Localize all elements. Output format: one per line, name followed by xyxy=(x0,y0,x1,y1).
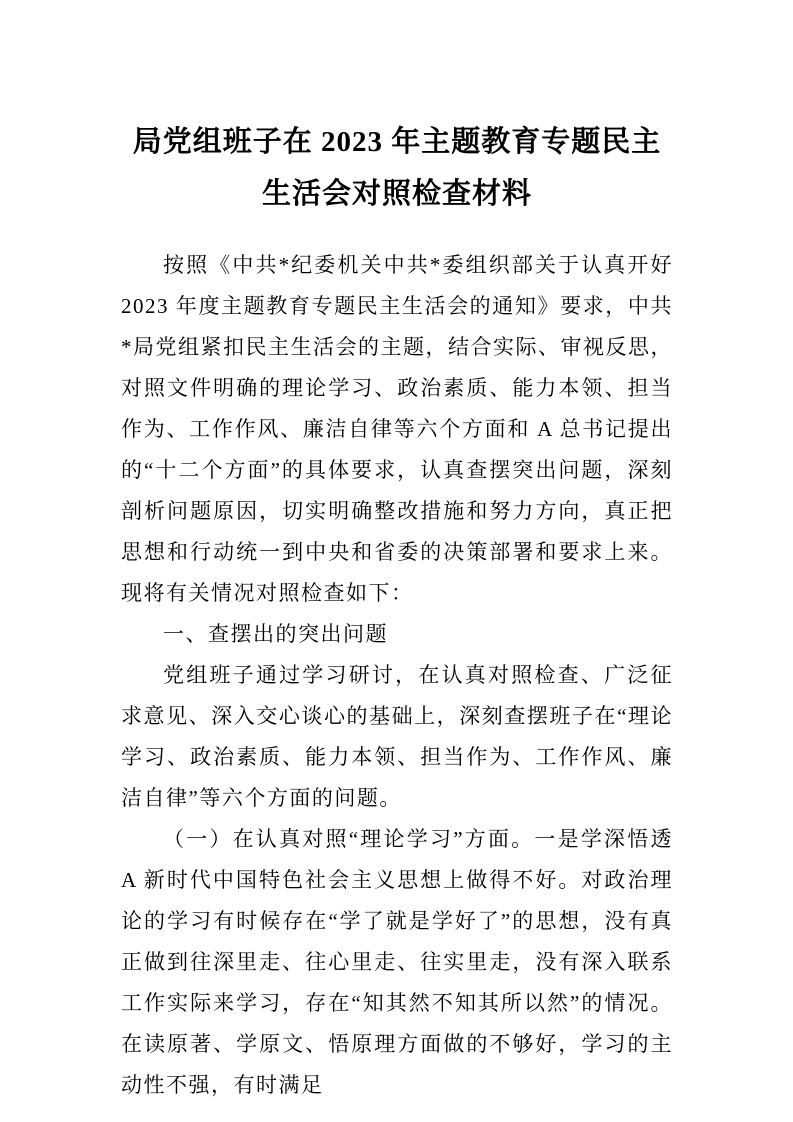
paragraph-intro: 按照《中共*纪委机关中共*委组织部关于认真开好 2023 年度主题教育专题民主生活会的通知》要求，中共*局党组紧扣民主生活会的主题，结合实际、审视反思，对照文件明确的理论学习、政治素质、能力本领、担当作为、工作作风、廉洁自律等六个方面和 A 总书记提出的“十二个方面”的具体要求，认真查摆突出问题，深刻剖析问题原因，切实明确整改措施和努力方向，真正把思想和行动统一到中央和省委的决策部署和要求上来。现将有关情况对照检查如下： xyxy=(121,253,673,605)
paragraph-aspect-1: （一）在认真对照“理论学习”方面。一是学深悟透 A 新时代中国特色社会主义思想上做得不好。对政治理论的学习有时候存在“学了就是学好了”的思想，没有真正做到往深里走、往心里走、往实里走，没有深入联系工作实际来学习，存在“知其然不知其所以然”的情况。在读原著、学原文、悟原理方面做的不够好，学习的主动性不强，有时满足 xyxy=(121,827,673,1097)
paragraph-overview: 党组班子通过学习研讨，在认真对照检查、广泛征求意见、深入交心谈心的基础上，深刻查摆班子在“理论学习、政治素质、能力本领、担当作为、工作作风、廉洁自律”等六个方面的问题。 xyxy=(121,663,673,810)
document-title: 局党组班子在 2023 年主题教育专题民主生活会对照检查材料 xyxy=(132,126,662,210)
section-heading-1: 一、查摆出的突出问题 xyxy=(163,622,388,646)
